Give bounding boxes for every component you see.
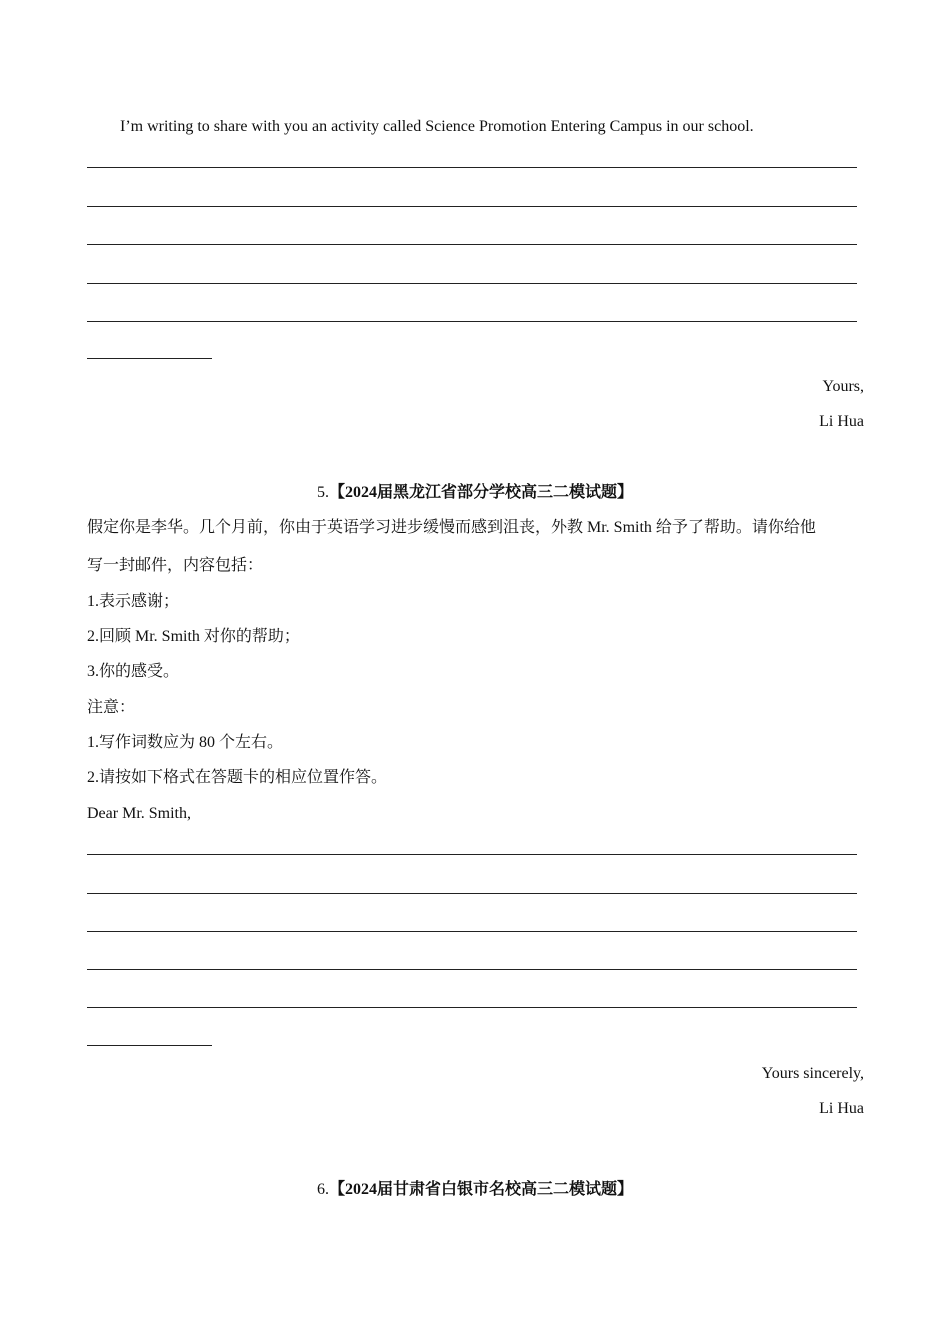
section5-point-1: 1.表示感谢； bbox=[87, 593, 180, 610]
section6-heading bbox=[0, 1180, 950, 1200]
section5-note-2: 2.请按如下格式在答题卡的相应位置作答。 bbox=[87, 769, 388, 786]
answer-line bbox=[87, 321, 857, 322]
section5-closing: Yours sincerely, bbox=[761, 1065, 864, 1082]
section5-note-1: 1.写作词数应为 80 个左右。 bbox=[87, 734, 284, 751]
section5-point-2: 2.回顾 Mr. Smith 对你的帮助； bbox=[87, 628, 300, 645]
section5-note-label: 注意： bbox=[87, 699, 136, 716]
answer-line bbox=[87, 931, 857, 932]
answer-line bbox=[87, 167, 857, 168]
section5-heading bbox=[0, 483, 950, 503]
answer-line bbox=[87, 206, 857, 207]
section5-point-3: 3.你的感受。 bbox=[87, 663, 180, 680]
section4-opening-sentence: I’m writing to share with you an activity called Science Promotion Entering Campus in our school. bbox=[120, 118, 754, 135]
section5-title: 【2024届黑龙江省部分学校高三二模试题】 bbox=[328, 484, 633, 501]
answer-line bbox=[87, 244, 857, 245]
section5-salutation: Dear Mr. Smith, bbox=[87, 805, 191, 822]
section4-closing: Yours, bbox=[822, 378, 864, 395]
answer-line bbox=[87, 854, 857, 855]
answer-line-short bbox=[87, 1045, 212, 1046]
section6-title: 【2024届甘肃省白银市名校高三二模试题】 bbox=[328, 1181, 633, 1198]
answer-line bbox=[87, 969, 857, 970]
section5-signature: Li Hua bbox=[819, 1100, 864, 1117]
answer-line-short bbox=[87, 358, 212, 359]
section5-prompt-line2: 写一封邮件，内容包括： bbox=[87, 557, 264, 574]
section5-prompt-line1: 假定你是李华。几个月前，你由于英语学习进步缓慢而感到沮丧，外教 Mr. Smith 给予了帮助。请你给他 bbox=[87, 519, 816, 536]
section5-number: 5. bbox=[316, 484, 329, 501]
section4-signature: Li Hua bbox=[819, 413, 864, 430]
section6-number: 6. bbox=[316, 1181, 329, 1198]
answer-line bbox=[87, 893, 857, 894]
answer-line bbox=[87, 1007, 857, 1008]
answer-line bbox=[87, 283, 857, 284]
